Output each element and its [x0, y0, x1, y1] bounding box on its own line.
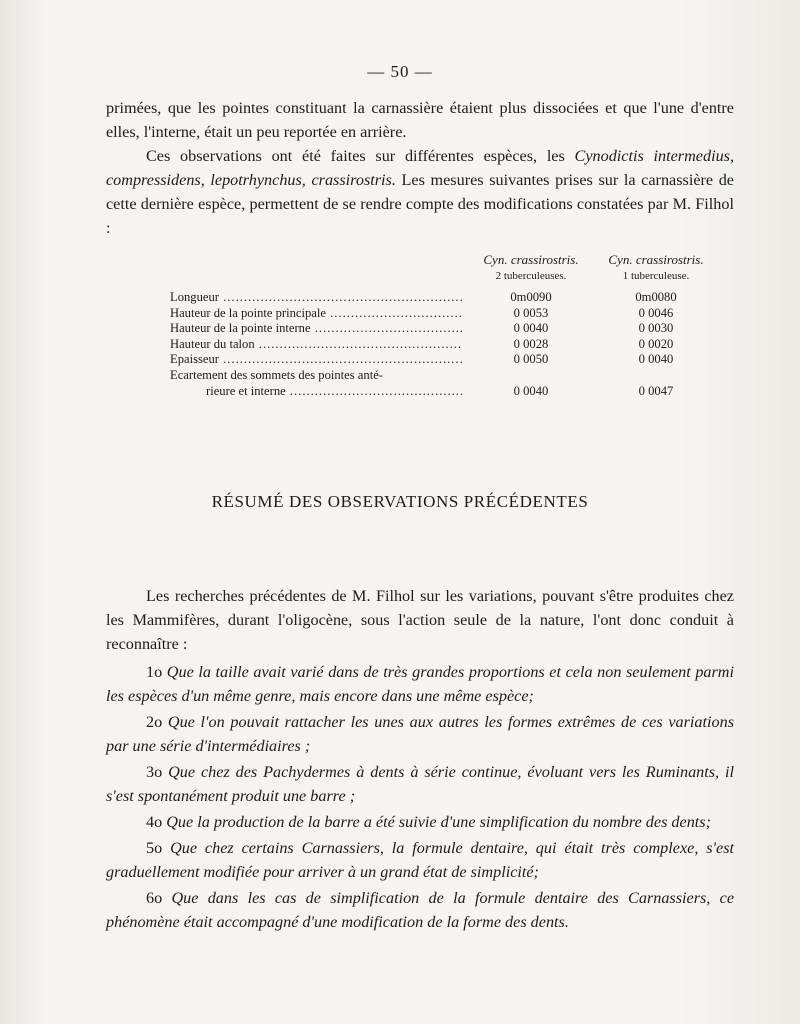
paragraph-text: primées, que les pointes constituant la carnassière étaient plus dissociées et que l'une d'entre elles, l'interne, était un peu reportée en arrière. [106, 99, 734, 141]
item-number: 4o [146, 813, 167, 831]
item-text: Que chez certains Carnassiers, la formule dentaire, qui était très complexe, s'est graduellement modifiée pour arriver à un grand état de simplicité; [106, 839, 734, 881]
item-text: Que l'on pouvait rattacher les unes aux autres les formes extrêmes de ces variations par une série d'intermédiaires ; [106, 713, 734, 755]
table-row [170, 337, 730, 353]
row-value: 0 0028 [513, 336, 549, 351]
column-header-sub: 2 tuberculeuses. [495, 270, 567, 282]
table-row [170, 306, 730, 322]
row-value: 0m0080 [635, 290, 677, 304]
item-number: 6o [146, 889, 172, 907]
summary-intro [106, 584, 734, 656]
paragraph-observations [106, 144, 734, 240]
column-header [473, 252, 589, 284]
row-value: 0 0053 [513, 305, 549, 320]
item-text: Que chez des Pachydermes à dents à série continue, évoluant vers les Ruminants, il s'est spontanément produit une barre ; [106, 763, 734, 805]
column-header [598, 252, 714, 284]
table-row [170, 290, 730, 306]
list-item [106, 660, 734, 708]
row-value: 0 0047 [638, 383, 674, 398]
paragraph-text-end: Les mesures suivantes prises sur la carnassière de cette dernière espèce, permettent de se rendre compte des modifications constatées par M. Filhol : [106, 171, 734, 237]
item-number: 3o [146, 763, 169, 781]
row-label-line1: Ecartement des sommets des pointes anté- [170, 367, 383, 382]
row-label: Epaisseur ..... [170, 352, 462, 368]
row-value: 0 0040 [513, 383, 549, 398]
paragraph-text-start: Ces observations ont été faites sur différentes espèces, les [146, 147, 575, 165]
row-label: Hauteur de la pointe principale ..... [170, 306, 462, 322]
row-value: 0 0020 [638, 336, 674, 351]
row-label [170, 368, 462, 399]
row-label: Longueur ..... [170, 290, 462, 306]
table-row [170, 368, 730, 400]
item-text: Que la taille avait varié dans de très grandes proportions et cela non seulement parmi les espèces d'un même genre, mais encore dans une même espèce; [106, 663, 734, 705]
section-heading: RÉSUMÉ DES OBSERVATIONS PRÉCÉDENTES [211, 492, 589, 511]
item-number: 2o [146, 713, 168, 731]
row-label: Hauteur du talon ..... [170, 337, 462, 353]
column-header-sub: 1 tuberculeuse. [622, 270, 690, 282]
row-value: 0m0090 [510, 290, 552, 304]
item-text: Que la production de la barre a été suivie d'une simplification du nombre des dents; [166, 813, 711, 831]
list-item [106, 810, 734, 834]
page-number: — 50 — [367, 62, 433, 81]
table-row [170, 352, 730, 368]
row-value: 0 0046 [638, 305, 674, 320]
list-item [106, 760, 734, 808]
summary-list [106, 660, 734, 936]
paragraph-continuation [106, 96, 734, 144]
table-row [170, 321, 730, 337]
row-value: 0 0050 [513, 352, 549, 367]
list-item [106, 886, 734, 934]
list-item [106, 710, 734, 758]
paragraph-text [106, 144, 734, 240]
list-item [106, 836, 734, 884]
item-number: 1o [146, 663, 167, 681]
item-text: Que dans les cas de simplification de la formule dentaire des Carnassiers, ce phénomène était accompagné d'une modification de la forme des dents. [106, 889, 734, 931]
column-header-name: Cyn. crassirostris. [608, 252, 704, 267]
measurements-table [170, 252, 730, 400]
row-value: 0 0030 [638, 321, 674, 336]
table-header [170, 252, 730, 290]
species-names: Cynodictis intermedius, compressidens, lepotrhynchus, crassirostris. [106, 147, 735, 189]
column-header-name: Cyn. crassirostris. [483, 252, 579, 267]
row-label: Hauteur de la pointe interne ..... [170, 321, 462, 337]
paragraph-text: Les recherches précédentes de M. Filhol sur les variations, pouvant s'être produites chez les Mammifères, durant l'oligocène, sous l'action seule de la nature, l'ont donc conduit à reconnaître : [106, 587, 734, 653]
row-value: 0 0040 [638, 352, 674, 367]
item-number: 5o [146, 839, 171, 857]
row-value: 0 0040 [513, 321, 549, 336]
row-label-line2: rieure et interne ..... [170, 384, 462, 400]
